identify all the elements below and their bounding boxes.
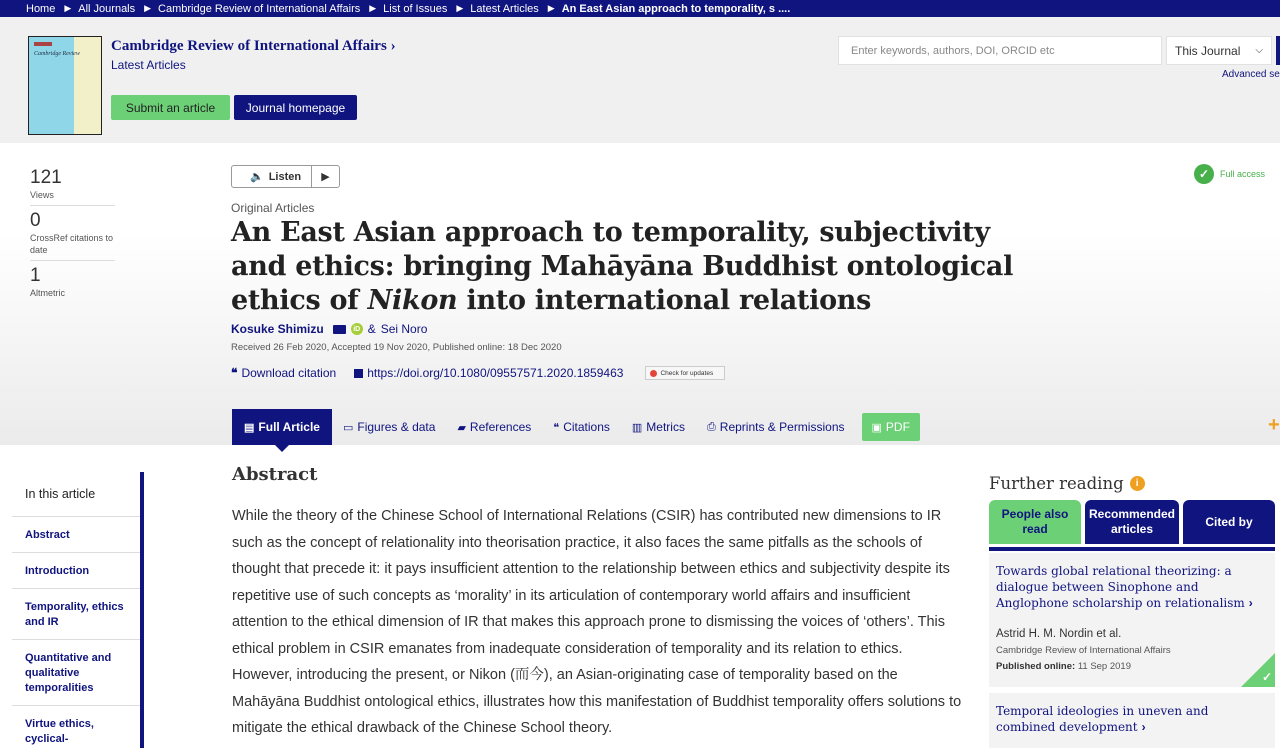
views-label: Views: [30, 189, 115, 206]
quote-icon: ❝: [231, 366, 238, 380]
publication-dates: Received 26 Feb 2020, Accepted 19 Nov 2020, Published online: 18 Dec 2020: [231, 342, 562, 353]
outline-item-introduction[interactable]: Introduction: [12, 552, 140, 588]
quote-icon: ❝: [553, 421, 560, 434]
latest-articles-link[interactable]: Latest Articles: [111, 58, 186, 72]
breadcrumb-current: An East Asian approach to temporality, s ....: [561, 2, 791, 15]
outline-heading: In this article: [25, 487, 96, 501]
check-circle-icon: ✓: [1194, 164, 1214, 184]
related-article-card[interactable]: [989, 553, 1275, 687]
envelope-icon[interactable]: [333, 325, 346, 334]
search-button[interactable]: [1276, 36, 1280, 65]
related-article-card[interactable]: [989, 693, 1275, 748]
journal-header: [0, 17, 1280, 143]
download-citation-link[interactable]: [231, 366, 336, 380]
search-scope-select[interactable]: [1166, 36, 1272, 65]
further-reading-heading: [989, 474, 1145, 493]
tab-people-also-read[interactable]: People also read: [989, 500, 1081, 544]
article-type: Original Articles: [231, 201, 315, 215]
related-title-text: Temporal ideologies in uneven and combined development: [996, 704, 1209, 734]
search-scope-value: This Journal: [1175, 43, 1241, 58]
tab-recommended-articles[interactable]: Recommended articles: [1085, 500, 1179, 544]
breadcrumb-separator-icon: ▶: [547, 3, 555, 13]
info-icon[interactable]: i: [1130, 476, 1145, 491]
crossref-label: CrossRef citations to date: [30, 232, 115, 261]
journal-title-link[interactable]: [111, 38, 396, 55]
outline-item-temporality[interactable]: Temporality, ethics and IR: [12, 588, 140, 639]
cover-logo: [34, 42, 52, 46]
image-icon: ▭: [342, 421, 354, 434]
listen-widget: [231, 165, 340, 188]
outline-item-quantitative[interactable]: Quantitative and qualitative temporalities: [12, 639, 140, 705]
breadcrumb-home[interactable]: Home: [26, 2, 56, 15]
abstract-text: While the theory of the Chinese School of International Relations (CSIR) has contributed new dimensions to IR such as the concept of relationality into theorisation practice, it also faces the same pitfalls as the schools of thought that precede it: it pays insufficient attention to the relationship between ethics and subjectivity despite its repetitive use of such concepts as ‘morality’ in its articulation of contemporary world affairs and insufficient attention to the ethical dimension of IR that makes this approach prone to dismissing the voices of ‘others’. This ethical problem in CSIR emanates from inadequate consideration of temporality and its relation to ethics. However, introducing the present, or Nikon (而今), an Asian-originating case of temporality based on the Mahāyāna Buddhist ontological ethics, illustrates how this manifestation of Buddhist temporality offers solutions to mitigate the ethical drawback of the Chinese School theory.: [232, 508, 962, 736]
plus-icon[interactable]: +: [1268, 414, 1280, 436]
tab-label: Reprints & Permissions: [719, 420, 845, 434]
full-access-badge: [1194, 164, 1265, 184]
outline-item-abstract[interactable]: Abstract: [12, 516, 140, 552]
further-reading-divider: [989, 547, 1275, 551]
tab-reprints-permissions[interactable]: [696, 409, 856, 445]
related-article-journal: Cambridge Review of International Affairs: [996, 645, 1171, 656]
play-icon: ▶: [321, 171, 330, 183]
breadcrumb-separator-icon: ▶: [456, 3, 464, 13]
article-title-italic: Nikon: [367, 285, 458, 316]
breadcrumb-separator-icon: ▶: [369, 3, 377, 13]
article-tabs: [232, 409, 920, 445]
external-link-icon: [354, 369, 363, 378]
full-access-label: Full access: [1220, 169, 1266, 179]
further-reading-title: Further reading: [989, 474, 1124, 493]
chevron-right-icon: ›: [1248, 596, 1253, 610]
crossref-count: 0: [30, 210, 41, 231]
tab-figures-data[interactable]: [332, 409, 446, 445]
crossmark-icon: [650, 370, 657, 377]
related-article-title[interactable]: [996, 563, 1268, 611]
breadcrumb-journal[interactable]: Cambridge Review of International Affairs: [158, 2, 361, 15]
document-icon: ▤: [244, 421, 255, 434]
published-date: 11 Sep 2019: [1077, 661, 1131, 672]
play-button[interactable]: [312, 170, 339, 183]
author-link[interactable]: Kosuke Shimizu: [231, 322, 324, 336]
check-updates-label: Check for updates: [660, 369, 714, 377]
author-list: [231, 322, 427, 336]
check-icon: ✓: [1261, 670, 1272, 684]
published-label: Published online:: [996, 661, 1076, 672]
tab-label: Citations: [563, 420, 610, 434]
article-title: [231, 216, 1051, 318]
chevron-right-icon: ›: [1141, 720, 1146, 734]
speaker-icon: 🔈: [250, 171, 264, 183]
tab-metrics[interactable]: [621, 409, 696, 445]
chevron-down-icon: ⌵: [1255, 45, 1263, 56]
tab-cited-by[interactable]: Cited by: [1183, 500, 1275, 544]
related-article-published: [996, 661, 1268, 672]
tab-label: Full Article: [258, 420, 320, 434]
outline-list: [12, 516, 140, 748]
active-tab-pointer: [275, 445, 289, 452]
orcid-icon[interactable]: iD: [351, 323, 363, 335]
book-icon: ▰: [457, 421, 466, 434]
breadcrumb-latest-articles[interactable]: Latest Articles: [470, 2, 539, 15]
article-title-part1: An East Asian approach to temporality, subjectivity and ethics: bringing Mahāyāna Buddhist ontological ethics of: [231, 217, 1014, 316]
author-separator: &: [367, 322, 376, 336]
tab-references[interactable]: [446, 409, 542, 445]
related-article-authors: Astrid H. M. Nordin et al.: [996, 628, 1122, 640]
print-icon: ⎙: [706, 420, 716, 433]
search-input[interactable]: [838, 36, 1162, 65]
breadcrumb-separator-icon: ▶: [144, 3, 152, 13]
author-link[interactable]: Sei Noro: [380, 322, 428, 336]
related-article-title[interactable]: [996, 703, 1268, 735]
advanced-search-link[interactable]: Advanced se: [1222, 69, 1280, 80]
listen-button[interactable]: [232, 166, 312, 187]
breadcrumb: [0, 0, 1280, 17]
altmetric-label: Altmetric: [30, 288, 66, 298]
related-title-text: Towards global relational theorizing: a dialogue between Sinophone and Anglophone scholarship on relationalism: [996, 564, 1245, 610]
altmetric-count[interactable]: 1: [30, 265, 41, 286]
doi-label: https://doi.org/10.1080/09557571.2020.1859463: [367, 366, 624, 380]
download-citation-label: Download citation: [241, 366, 337, 380]
tab-citations[interactable]: [542, 409, 621, 445]
doi-link[interactable]: [354, 366, 623, 380]
tab-label: Figures & data: [357, 420, 436, 434]
check-for-updates-button[interactable]: [645, 366, 725, 380]
listen-label: Listen: [268, 170, 302, 183]
tab-label: PDF: [885, 420, 910, 434]
submit-article-button[interactable]: Submit an article: [111, 95, 230, 120]
tab-pdf[interactable]: [862, 413, 920, 441]
article-metrics: [30, 167, 115, 307]
breadcrumb-separator-icon: ▶: [64, 3, 72, 13]
journal-cover-image[interactable]: [28, 36, 102, 135]
further-reading-tabs: [989, 500, 1275, 544]
views-count: 121: [30, 167, 62, 188]
abstract-heading: Abstract: [232, 464, 318, 485]
bar-chart-icon: ▥: [631, 421, 643, 434]
citation-row: [231, 366, 725, 380]
chevron-right-icon: ›: [390, 38, 396, 54]
tab-label: Metrics: [646, 420, 685, 434]
pdf-icon: ▣: [871, 421, 882, 434]
outline-item-virtue-ethics[interactable]: Virtue ethics, cyclical-: [12, 705, 140, 748]
journal-title: Cambridge Review of International Affairs: [111, 38, 387, 54]
tab-full-article[interactable]: [232, 409, 332, 445]
cover-title: Cambridge Review: [34, 51, 80, 57]
article-outline: [12, 472, 144, 748]
breadcrumb-list-of-issues[interactable]: List of Issues: [383, 2, 448, 15]
breadcrumb-all-journals[interactable]: All Journals: [78, 2, 136, 15]
journal-homepage-button[interactable]: Journal homepage: [234, 95, 357, 120]
tab-label: References: [469, 420, 532, 434]
article-title-part2: into international relations: [457, 285, 872, 316]
